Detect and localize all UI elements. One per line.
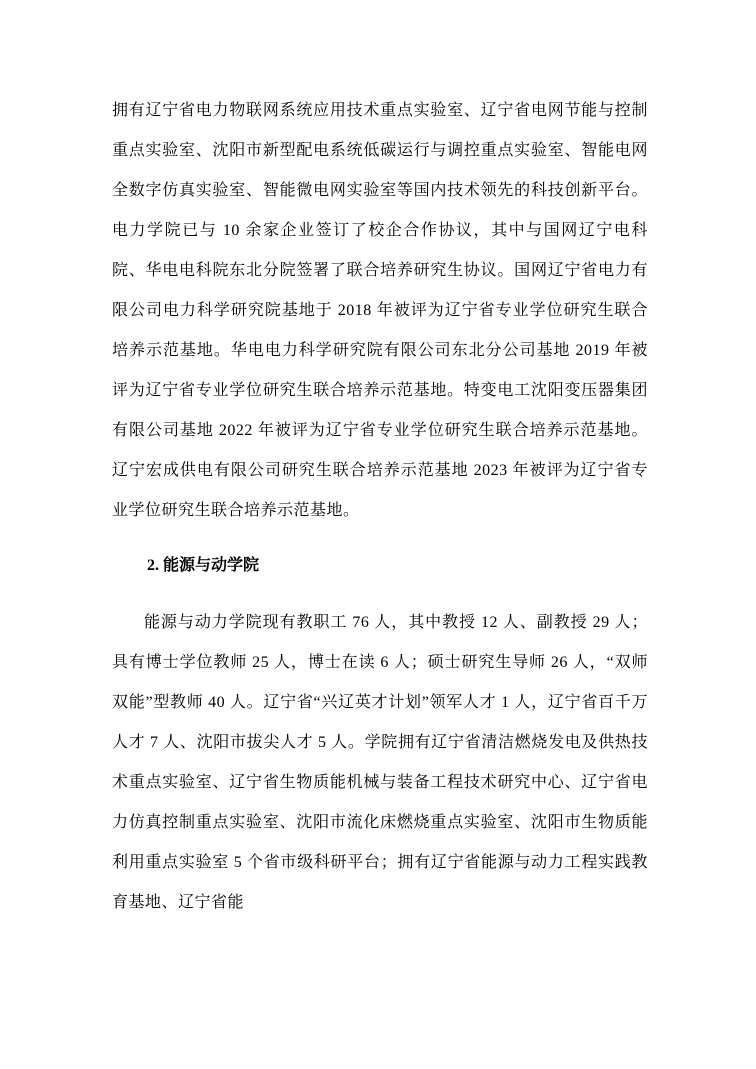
paragraph-energy-college: 能源与动力学院现有教职工 76 人，其中教授 12 人、副教授 29 人；具有博士学位教师 25 人，博士在读 6 人；硕士研究生导师 26 人，“双师双能”型教师 40 人。辽宁省“兴辽英才计划”领军人才 1 人，辽宁省百千万人才 7 人、沈阳市拔尖人才 5 人。学院拥有辽宁省清洁燃烧发电及供热技术重点实验室、辽宁省生物质能机械与装备工程技术研究中心、辽宁省电力仿真控制重点实验室、沈阳市流化床燃烧重点实验室、沈阳市生物质能利用重点实验室 5 个省市级科研平台；拥有辽宁省能源与动力工程实践教育基地、辽宁省能 (112, 614, 648, 911)
paragraph-power-college: 拥有辽宁省电力物联网系统应用技术重点实验室、辽宁省电网节能与控制重点实验室、沈阳市新型配电系统低碳运行与调控重点实验室、智能电网全数字仿真实验室、智能微电网实验室等国内技术领先的科技创新平台。电力学院已与 10 余家企业签订了校企合作协议，其中与国网辽宁电科院、华电电科院东北分院签署了联合培养研究生协议。国网辽宁省电力有限公司电力科学研究院基地于 2018 年被评为辽宁省专业学位研究生联合培养示范基地。华电电力科学研究院有限公司东北分公司基地 2019 年被评为辽宁省专业学位研究生联合培养示范基地。特变电工沈阳变压器集团有限公司基地 2022 年被评为辽宁省专业学位研究生联合培养示范基地。辽宁宏成供电有限公司研究生联合培养示范基地 2023 年被评为辽宁省专业学位研究生联合培养示范基地。 (112, 102, 648, 519)
section-heading-energy-college: 2. 能源与动学院 (147, 557, 260, 574)
